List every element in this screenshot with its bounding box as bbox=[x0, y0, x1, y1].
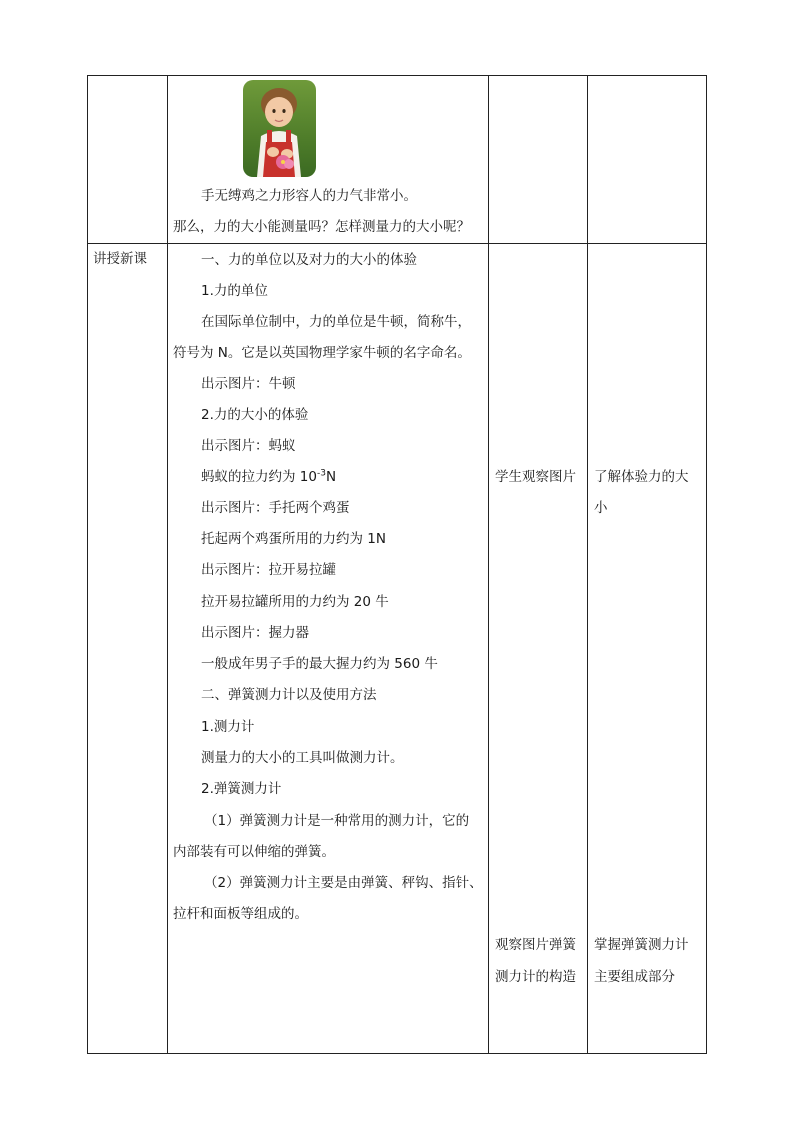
content-line: 出示图片：拉开易拉罐 bbox=[201, 562, 336, 578]
child-photo-illustration bbox=[243, 80, 316, 177]
intro-line-2: 那么，力的大小能测量吗？怎样测量力的大小呢？ bbox=[173, 219, 470, 235]
content-line: 拉杆和面板等组成的。 bbox=[173, 906, 308, 922]
column-divider-2 bbox=[488, 75, 489, 1054]
content-line: 托起两个鸡蛋所用的力约为 1N bbox=[201, 531, 386, 547]
content-line: （1）弹簧测力计是一种常用的测力计，它的 bbox=[204, 813, 470, 829]
design-intent: 小 bbox=[594, 500, 608, 516]
student-activity: 观察图片弹簧 bbox=[495, 937, 576, 953]
content-line: 出示图片：牛顿 bbox=[201, 376, 296, 392]
content-line: 1.力的单位 bbox=[201, 283, 268, 299]
content-line: （2）弹簧测力计主要是由弹簧、秤钩、指针、 bbox=[204, 875, 483, 891]
table-border-bottom bbox=[87, 1053, 707, 1054]
content-line: 在国际单位制中，力的单位是牛顿，简称牛， bbox=[201, 314, 471, 330]
content-line: 出示图片：蚂蚁 bbox=[201, 438, 296, 454]
content-line: 1.测力计 bbox=[201, 719, 255, 735]
row-divider bbox=[87, 243, 707, 244]
ant-force-unit: N bbox=[325, 469, 337, 485]
content-line: 一、力的单位以及对力的大小的体验 bbox=[201, 252, 417, 268]
intro-line-1: 手无缚鸡之力形容人的力气非常小。 bbox=[201, 188, 417, 204]
student-activity: 学生观察图片 bbox=[495, 469, 576, 485]
student-activity: 测力计的构造 bbox=[495, 969, 576, 985]
content-line: 一般成年男子手的最大握力约为 560 牛 bbox=[201, 656, 438, 672]
content-line: 出示图片：手托两个鸡蛋 bbox=[201, 500, 350, 516]
content-line: 二、弹簧测力计以及使用方法 bbox=[201, 687, 377, 703]
stage-label: 讲授新课 bbox=[93, 251, 147, 267]
column-divider-3 bbox=[587, 75, 588, 1054]
child-photo bbox=[243, 80, 316, 177]
content-line: 拉开易拉罐所用的力约为 20 牛 bbox=[201, 594, 389, 610]
content-line: 符号为 N。它是以英国物理学家牛顿的名字命名。 bbox=[173, 345, 471, 361]
content-line: 2.弹簧测力计 bbox=[201, 781, 282, 797]
table-border-left bbox=[87, 75, 88, 1054]
content-line: 出示图片：握力器 bbox=[201, 625, 309, 641]
column-divider-1 bbox=[167, 75, 168, 1054]
ant-force-exponent: -3 bbox=[316, 468, 326, 479]
table-border-right bbox=[706, 75, 707, 1054]
design-intent: 掌握弹簧测力计 bbox=[594, 937, 689, 953]
design-intent: 了解体验力的大 bbox=[594, 469, 689, 485]
content-line: 2.力的大小的体验 bbox=[201, 407, 309, 423]
content-line: 测量力的大小的工具叫做测力计。 bbox=[201, 750, 404, 766]
table-border-top bbox=[87, 75, 707, 76]
content-line-ant-force bbox=[201, 467, 336, 487]
design-intent: 主要组成部分 bbox=[594, 969, 675, 985]
content-line: 内部装有可以伸缩的弹簧。 bbox=[173, 844, 335, 860]
ant-force-text: 蚂蚁的拉力约为 10 bbox=[201, 469, 317, 485]
